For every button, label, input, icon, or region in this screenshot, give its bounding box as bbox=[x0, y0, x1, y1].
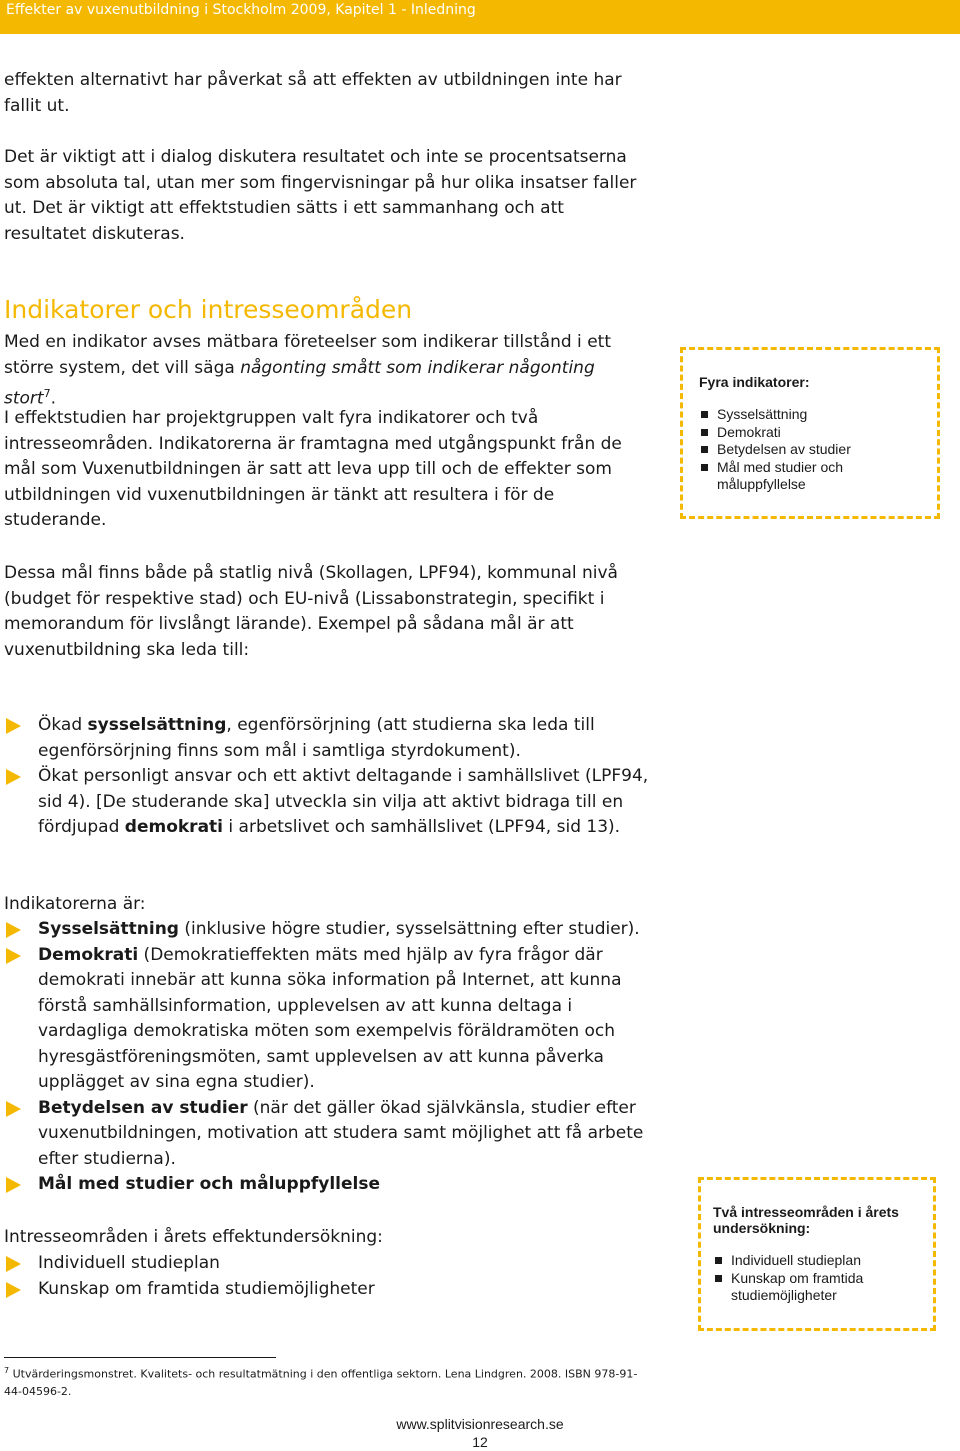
goal-keyword: sysselsättning bbox=[87, 715, 227, 735]
definition-emphasis: någonting smått som indikerar någonting stort bbox=[4, 357, 595, 409]
triangle-bullet-icon bbox=[6, 769, 21, 785]
indicator-name: Demokrati bbox=[38, 944, 139, 965]
triangle-bullet-icon bbox=[6, 718, 21, 734]
indicators-sidebar-box bbox=[680, 347, 940, 519]
goal-item bbox=[4, 764, 654, 841]
indicators-list bbox=[4, 917, 654, 1198]
indicator-description: (inklusive högre studier, sysselsättning efter studier). bbox=[178, 919, 640, 939]
page-header bbox=[0, 0, 960, 34]
footer-url[interactable]: www.splitvisionresearch.se bbox=[396, 1416, 564, 1432]
selection-paragraph: I effektstudien har projektgruppen valt fyra indikatorer och två intresseområden. Indikatorerna är framtagna med utgångspunkt från de mål som Vuxenutbildningen är satt att leva upp till och de effekter som utbildningen vid vuxenutbildningen är tänkt att resultera i för de studerande. bbox=[4, 408, 622, 530]
intro-paragraph-1: effekten alternativt har påverkat så att effekten av utbildningen inte har fallit ut. bbox=[4, 70, 622, 116]
box-list-item: Kunskap om framtida studiemöjligheter bbox=[713, 1270, 891, 1305]
indicator-name: Sysselsättning bbox=[38, 919, 179, 939]
triangle-bullet-icon bbox=[6, 1177, 21, 1193]
interest-item bbox=[4, 1277, 654, 1303]
header-title: Effekter av vuxenutbildning i Stockholm 2009, Kapitel 1 - Inledning bbox=[6, 2, 476, 18]
triangle-bullet-icon bbox=[6, 1282, 21, 1298]
box-list-item: Demokrati bbox=[699, 424, 937, 442]
goal-text: Ökat personligt ansvar och ett aktivt deltagande i samhällslivet (LPF94, sid 4). [De studerande ska] utveckla sin vilja att aktivt bidraga till en fördjupad bbox=[38, 766, 649, 837]
indicator-item bbox=[4, 1096, 654, 1173]
indicators-intro: Indikatorerna är: bbox=[4, 894, 146, 914]
page-footer bbox=[0, 1415, 960, 1451]
goal-text: Ökad bbox=[38, 715, 88, 735]
box-list-item: Mål med studier och måluppfyllelse bbox=[699, 459, 867, 494]
definition-text: Med en indikator avses mätbara företeelser som indikerar tillstånd i ett större system, det vill säga bbox=[4, 332, 611, 378]
goal-text: i arbetslivet och samhällslivet (LPF94, sid 13). bbox=[223, 817, 621, 837]
footnote bbox=[4, 1362, 654, 1400]
box-list-item: Sysselsättning bbox=[699, 406, 937, 424]
box-list-item: Betydelsen av studier bbox=[699, 441, 937, 459]
indicator-description: (när det gäller ökad självkänsla, studier efter vuxenutbildningen, motivation att studera samt möjlighet att få arbete efter studierna). bbox=[38, 1097, 644, 1169]
interest-text: Individuell studieplan bbox=[38, 1253, 220, 1273]
indicator-description: (Demokratieffekten mäts med hjälp av fyra frågor där demokrati innebär att kunna söka information på Internet, att kunna förstå samhällsinformation, upplevelsen av att kunna deltaga i vardagliga demokratiska möten som exempelvis föräldramöten och hyresgästföreningsmöten, samt upplevelsen av att kunna påverka upplägget av sina egna studier). bbox=[38, 944, 622, 1092]
footnote-text: Utvärderingsmonstret. Kvalitets- och resultatmätning i den offentliga sektorn. Lena Lindgren. 2008. ISBN 978-91-44-04596-2. bbox=[4, 1367, 638, 1398]
interest-intro: Intresseområden i årets effektundersökning: bbox=[4, 1227, 383, 1247]
box-list bbox=[713, 1252, 923, 1305]
footnote-divider bbox=[4, 1357, 276, 1358]
interest-item bbox=[4, 1251, 654, 1277]
goal-keyword: demokrati bbox=[124, 817, 223, 837]
triangle-bullet-icon bbox=[6, 1256, 21, 1272]
page-number: 12 bbox=[472, 1434, 488, 1450]
triangle-bullet-icon bbox=[6, 948, 21, 964]
box-list bbox=[699, 406, 937, 494]
goal-item bbox=[4, 713, 654, 764]
goals-list bbox=[4, 713, 654, 841]
box-title: Fyra indikatorer: bbox=[699, 374, 810, 390]
interest-sidebar-box bbox=[698, 1177, 936, 1331]
indicator-definition bbox=[4, 330, 644, 412]
goal-text: , egenförsörjning (att studierna ska leda till egenförsörjning finns som mål i samtliga styrdokument). bbox=[38, 715, 595, 761]
footnote-ref[interactable]: 7 bbox=[43, 387, 51, 400]
interest-text: Kunskap om framtida studiemöjligheter bbox=[38, 1278, 375, 1299]
section-heading: Indikatorer och intresseområden bbox=[4, 295, 413, 324]
box-title: Två intresseområden i årets undersökning: bbox=[713, 1204, 899, 1236]
footnote-number: 7 bbox=[4, 1366, 10, 1375]
definition-end: . bbox=[50, 388, 56, 409]
triangle-bullet-icon bbox=[6, 1101, 21, 1117]
indicator-item bbox=[4, 917, 654, 943]
indicator-item bbox=[4, 1172, 654, 1198]
intro-paragraph-2: Det är viktigt att i dialog diskutera resultatet och inte se procentsatserna som absoluta tal, utan mer som fingervisningar på hur olika insatser faller ut. Det är viktigt att effektstudien sätts i ett sammanhang och att resultatet diskuteras. bbox=[4, 147, 637, 244]
box-list-item: Individuell studieplan bbox=[713, 1252, 923, 1270]
triangle-bullet-icon bbox=[6, 922, 21, 938]
indicator-name: Mål med studier och måluppfyllelse bbox=[38, 1174, 381, 1194]
goals-paragraph: Dessa mål finns både på statlig nivå (Skollagen, LPF94), kommunal nivå (budget för respektive stad) och EU-nivå (Lissabonstrategin, specifikt i memorandum för livslångt lärande). Exempel på sådana mål är att vuxenutbildning ska leda till: bbox=[4, 563, 618, 660]
indicator-item bbox=[4, 943, 654, 1096]
interest-list bbox=[4, 1251, 654, 1302]
indicator-name: Betydelsen av studier bbox=[38, 1097, 248, 1118]
